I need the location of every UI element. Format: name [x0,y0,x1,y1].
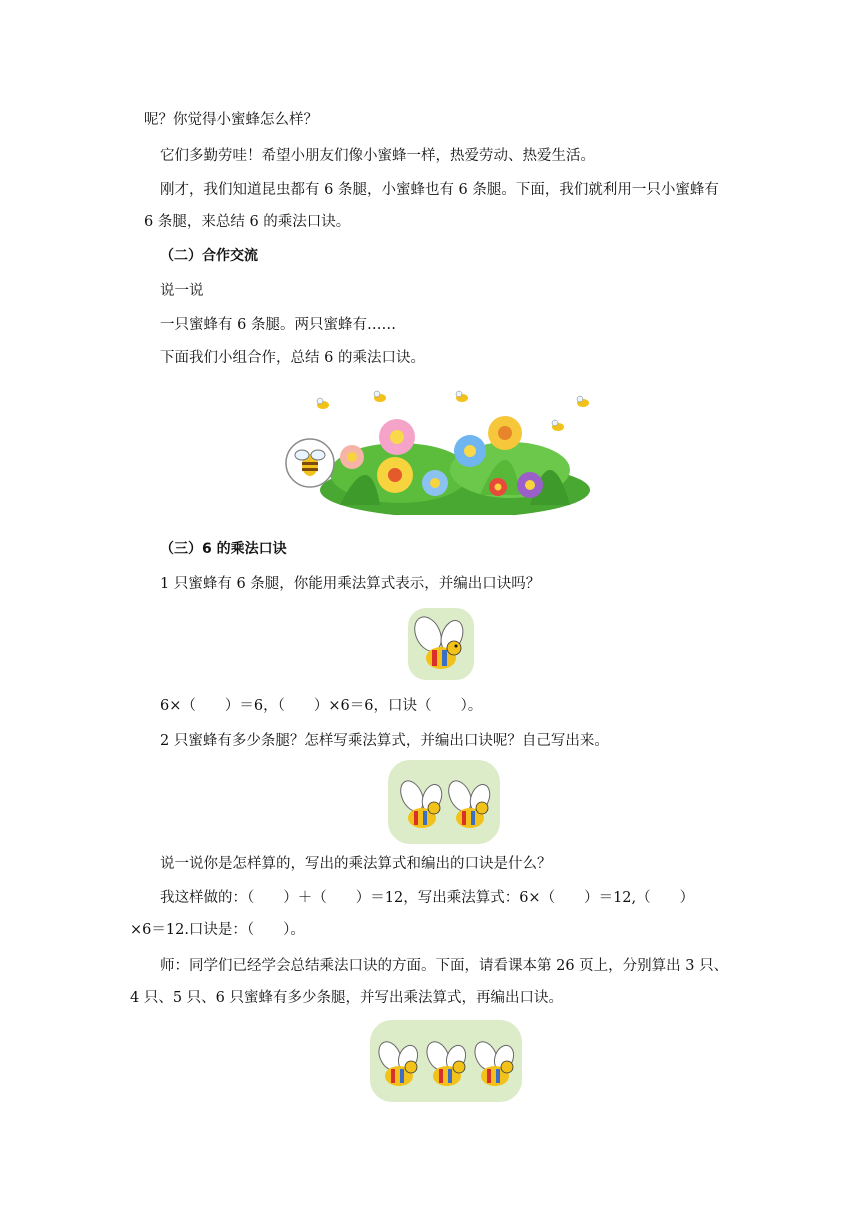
flower-icon [489,478,507,496]
flower-icon [379,419,415,455]
paragraph-line: 呢？你觉得小蜜蜂怎么样？ [144,112,318,128]
fill-in-line: 我这样做的：（ ）＋（ ）＝12，写出乘法算式：6×（ ）＝12,（ ） [160,890,695,906]
one-bee-illustration [408,608,474,680]
paragraph-line: 4 只、5 只、6 只蜜蜂有多少条腿，并写出乘法算式，再编出口诀。 [130,990,564,1006]
paragraph-line: 它们多勤劳哇！希望小朋友们像小蜜蜂一样，热爱劳动、热爱生活。 [160,148,595,164]
flower-garden-illustration [280,385,590,515]
paragraph-line: 说一说 [160,283,204,299]
paragraph-line: 6 条腿，来总结 6 的乘法口诀。 [144,214,351,230]
flying-bee-icon [577,396,589,407]
paragraph-line: 一只蜜蜂有 6 条腿。两只蜜蜂有…… [160,317,396,333]
paragraph-line: 2 只蜜蜂有多少条腿？怎样写乘法算式，并编出口诀呢？自己写出来。 [160,733,609,749]
two-bees-illustration [388,760,500,844]
three-bees-illustration [370,1020,522,1102]
section-heading: （三）6 的乘法口诀 [160,541,287,557]
flying-bee-icon [374,391,386,402]
flower-icon [422,470,448,496]
flying-bee-icon [552,420,564,431]
section-heading: （二）合作交流 [160,248,258,264]
flower-icon [517,472,543,498]
flower-icon [488,416,522,450]
flower-icon [454,435,486,467]
paragraph-line: 刚才，我们知道昆虫都有 6 条腿，小蜜蜂也有 6 条腿。下面，我们就利用一只小蜜蜂有 [160,182,719,198]
fill-in-line: 6×（ ）＝6，（ ）×6＝6，口诀（ ）。 [160,698,483,714]
flower-icon [377,457,413,493]
paragraph-line: 下面我们小组合作，总结 6 的乘法口诀。 [160,350,425,366]
flying-bee-icon [317,398,329,409]
paragraph-line: 师：同学们已经学会总结乘法口诀的方面。下面，请看课本第 26 页上，分别算出 3 只、 [160,958,729,974]
bubble-bee-icon [286,439,334,487]
paragraph-line: 1 只蜜蜂有 6 条腿，你能用乘法算式表示，并编出口诀吗？ [160,576,541,592]
fill-in-line: ×6＝12.口诀是：（ ）。 [130,922,305,938]
flower-icon [340,445,364,469]
flying-bee-icon [456,391,468,402]
paragraph-line: 说一说你是怎样算的，写出的乘法算式和编出的口诀是什么？ [160,856,552,872]
